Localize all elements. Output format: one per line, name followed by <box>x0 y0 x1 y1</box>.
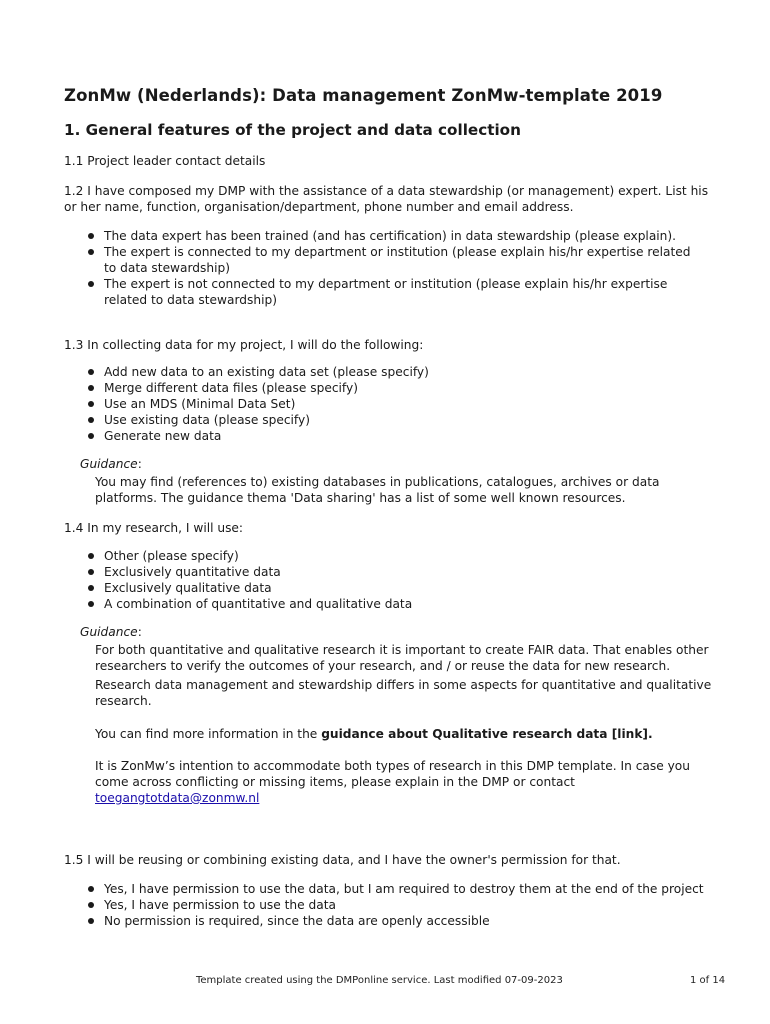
guidance-link-text: guidance about Qualitative research data [link]. <box>321 727 653 741</box>
question-1-3: 1.3 In collecting data for my project, I will do the following: <box>64 338 424 352</box>
question-1-2: 1.2 I have composed my DMP with the assistance of a data stewardship (or management) expert. List his or her name, function, organisation/department, phone number and email address. <box>64 184 709 214</box>
guidance-paragraph: It is ZonMw’s intention to accommodate both types of research in this DMP template. In case you come across conflicting or missing items, please explain in the DMP or contact toegangtotdata@zonmw.nl <box>95 759 690 805</box>
question-1-4-options <box>86 548 706 612</box>
list-item: Merge different data files (please specify) <box>86 380 706 396</box>
question-1-5-options <box>86 881 706 929</box>
list-item: Add new data to an existing data set (please specify) <box>86 364 706 380</box>
list-item: Yes, I have permission to use the data <box>86 897 706 913</box>
list-item: Exclusively quantitative data <box>86 564 706 580</box>
guidance-paragraph: For both quantitative and qualitative research it is important to create FAIR data. That enables other researchers to verify the outcomes of your research, and / or reuse the data for new research. <box>95 643 709 673</box>
guidance-label: Guidance: <box>80 625 142 639</box>
question-1-3-options <box>86 364 706 444</box>
list-item: Use an MDS (Minimal Data Set) <box>86 396 706 412</box>
guidance-text: You may find (references to) existing databases in publications, catalogues, archives or data platforms. The guidance thema 'Data sharing' has a list of some well known resources. <box>95 475 660 505</box>
list-item: A combination of quantitative and qualitative data <box>86 596 706 612</box>
list-item: Exclusively qualitative data <box>86 580 706 596</box>
list-item: No permission is required, since the data are openly accessible <box>86 913 706 929</box>
guidance-text <box>95 642 713 806</box>
guidance-label: Guidance: <box>80 457 142 471</box>
list-item: Use existing data (please specify) <box>86 412 706 428</box>
list-item: The data expert has been trained (and has certification) in data stewardship (please explain). <box>86 228 706 244</box>
section-heading: 1. General features of the project and data collection <box>64 121 521 139</box>
document-title: ZonMw (Nederlands): Data management ZonMw-template 2019 <box>64 86 663 105</box>
question-1-2-options <box>86 228 706 308</box>
page-number: 1 of 14 <box>690 975 726 986</box>
list-item: The expert is connected to my department or institution (please explain his/hr expertise related to data stewardship) <box>86 244 706 276</box>
question-1-4: 1.4 In my research, I will use: <box>64 521 244 535</box>
guidance-paragraph: Research data management and stewardship differs in some aspects for quantitative and qualitative research. <box>95 678 712 708</box>
list-item: Yes, I have permission to use the data, but I am required to destroy them at the end of the project <box>86 881 706 897</box>
contact-email-link[interactable]: toegangtotdata@zonmw.nl <box>95 791 260 805</box>
list-item: Other (please specify) <box>86 548 706 564</box>
question-1-1: 1.1 Project leader contact details <box>64 154 266 168</box>
guidance-paragraph: You can find more information in the guidance about Qualitative research data [link]. <box>95 727 653 741</box>
question-1-5: 1.5 I will be reusing or combining existing data, and I have the owner's permission for that. <box>64 853 621 867</box>
list-item: The expert is not connected to my department or institution (please explain his/hr expertise related to data stewardship) <box>86 276 706 308</box>
list-item: Generate new data <box>86 428 706 444</box>
page-footer: Template created using the DMPonline service. Last modified 07-09-2023 <box>196 975 563 986</box>
